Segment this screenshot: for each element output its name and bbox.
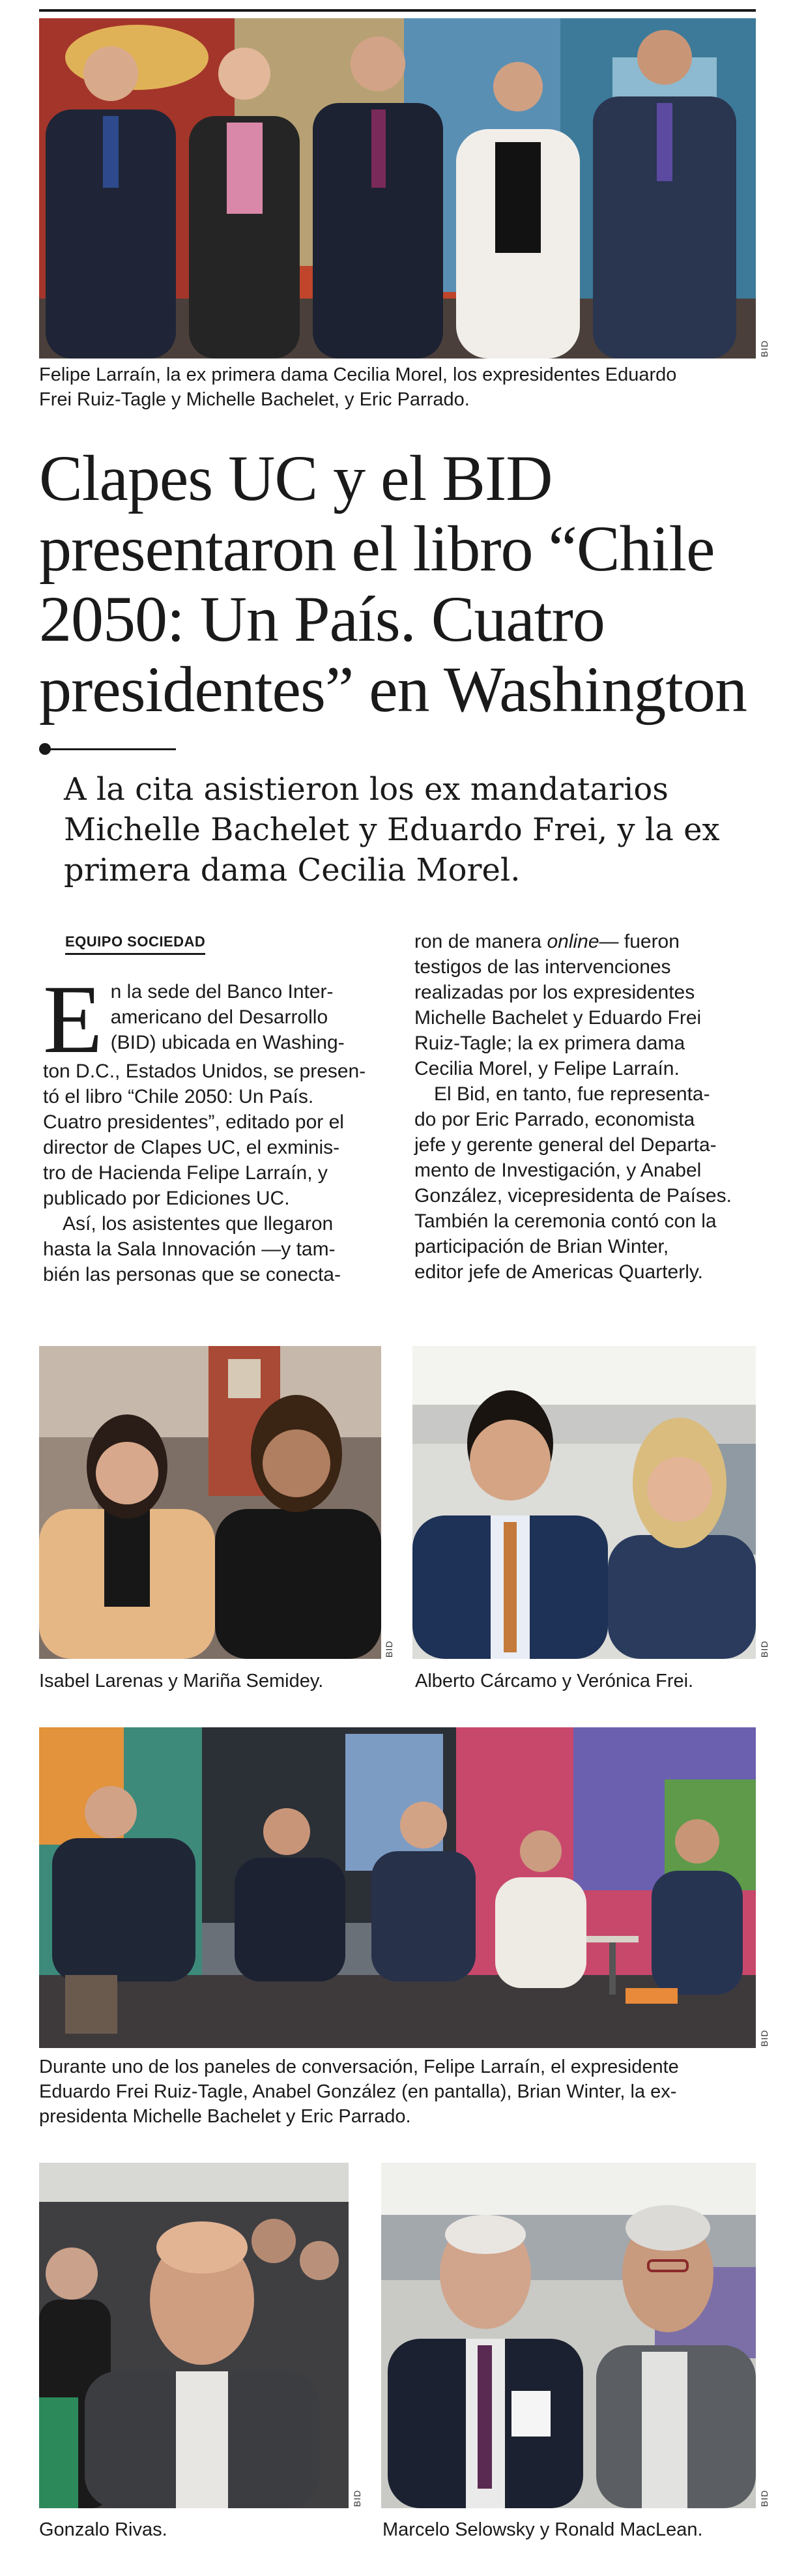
photo-caption-left1: Isabel Larenas y Mariña Semidey.	[39, 1671, 324, 1691]
dek-line: Michelle Bachelet y Eduardo Frei, y la ex	[64, 812, 720, 848]
caption-line: Felipe Larraín, la ex primera dama Cecilia Morel, los expresidentes Eduardo	[39, 364, 677, 385]
headline-line: Clapes UC y el BID	[39, 442, 553, 514]
body-text: — fueron	[599, 931, 680, 952]
body-column-1	[43, 965, 388, 1287]
photo-caption-top	[39, 362, 762, 412]
body-line: jefe y gerente general del Departa-	[414, 1134, 717, 1156]
photo-group-five	[39, 18, 756, 359]
caption-line: presidenta Michelle Bachelet y Eric Parrado.	[39, 2106, 411, 2127]
body-line: ton D.C., Estados Unidos, se presen-	[43, 1061, 366, 1082]
body-line: Cuatro presidentes”, editado por el	[43, 1111, 344, 1133]
body-line: González, vicepresidenta de Países.	[414, 1185, 732, 1207]
photo-credit: BID	[759, 340, 769, 357]
body-line: participación de Brian Winter,	[414, 1236, 669, 1257]
dek-separator	[39, 748, 176, 750]
body-line: publicado por Ediciones UC.	[43, 1188, 290, 1209]
top-rule	[39, 9, 756, 12]
photo-caption-left2: Gonzalo Rivas.	[39, 2519, 167, 2540]
body-text: ron de manera	[414, 931, 547, 952]
photo-larenas-semidey	[39, 1346, 381, 1659]
photo-credit: BID	[384, 1640, 394, 1658]
body-line: bién las personas que se conecta-	[43, 1264, 341, 1285]
body-column-2	[414, 929, 766, 1285]
dek	[64, 769, 768, 890]
body-italic: online	[547, 931, 599, 952]
drop-cap: E	[43, 965, 103, 1074]
body-line: editor jefe de Americas Quarterly.	[414, 1261, 703, 1283]
body-line: tro de Hacienda Felipe Larraín, y	[43, 1162, 328, 1184]
body-line: director de Clapes UC, el exminis-	[43, 1137, 340, 1158]
photo-credit: BID	[759, 1640, 769, 1658]
photo-caption-wide	[39, 2055, 762, 2129]
caption-line: Eduardo Frei Ruiz-Tagle, Anabel González (en pantalla), Brian Winter, la ex-	[39, 2081, 677, 2102]
caption-line: Durante uno de los paneles de conversación, Felipe Larraín, el expresidente	[39, 2056, 679, 2077]
photo-credit: BID	[759, 2489, 769, 2507]
photo-credit: BID	[352, 2489, 362, 2507]
body-line: realizadas por los expresidentes	[414, 982, 695, 1003]
photo-caption-right2: Marcelo Selowsky y Ronald MacLean.	[382, 2519, 703, 2540]
body-line: Cecilia Morel, y Felipe Larraín.	[414, 1058, 680, 1079]
body-line	[414, 929, 766, 954]
body-line: mento de Investigación, y Anabel	[414, 1160, 702, 1181]
photo-credit: BID	[759, 2029, 769, 2047]
dek-bullet	[39, 743, 51, 755]
body-line: Así, los asistentes que llegaron	[63, 1213, 334, 1235]
body-line: americano del Desarrollo	[110, 1006, 328, 1028]
body-line: hasta la Sala Innovación —y tam-	[43, 1238, 336, 1260]
body-line: tó el libro “Chile 2050: Un País.	[43, 1086, 314, 1107]
headline	[39, 443, 769, 725]
body-line: El Bid, en tanto, fue representa-	[434, 1083, 710, 1105]
body-line: (BID) ubicada en Washing-	[110, 1032, 345, 1053]
body-line: También la ceremonia contó con la	[414, 1210, 717, 1232]
body-line: Michelle Bachelet y Eduardo Frei	[414, 1007, 702, 1029]
photo-carcamo-frei	[412, 1346, 756, 1659]
photo-panel-discussion	[39, 1727, 756, 2048]
body-line: n la sede del Banco Inter-	[110, 981, 334, 1003]
photo-selowsky-maclean	[381, 2163, 756, 2508]
photo-caption-right1: Alberto Cárcamo y Verónica Frei.	[415, 1671, 694, 1691]
byline: EQUIPO SOCIEDAD	[65, 933, 205, 955]
dek-line: primera dama Cecilia Morel.	[64, 852, 521, 888]
body-line: Ruiz-Tagle; la ex primera dama	[414, 1032, 685, 1054]
photo-rivas	[39, 2163, 349, 2508]
headline-line: presentaron el libro “Chile	[39, 512, 715, 585]
body-line: testigos de las intervenciones	[414, 956, 671, 978]
body-line: do por Eric Parrado, economista	[414, 1109, 695, 1130]
headline-line: presidentes” en Washington	[39, 653, 747, 725]
caption-line: Frei Ruiz-Tagle y Michelle Bachelet, y Eric Parrado.	[39, 389, 470, 410]
dek-line: A la cita asistieron los ex mandatarios	[64, 771, 669, 808]
headline-line: 2050: Un País. Cuatro	[39, 583, 605, 655]
